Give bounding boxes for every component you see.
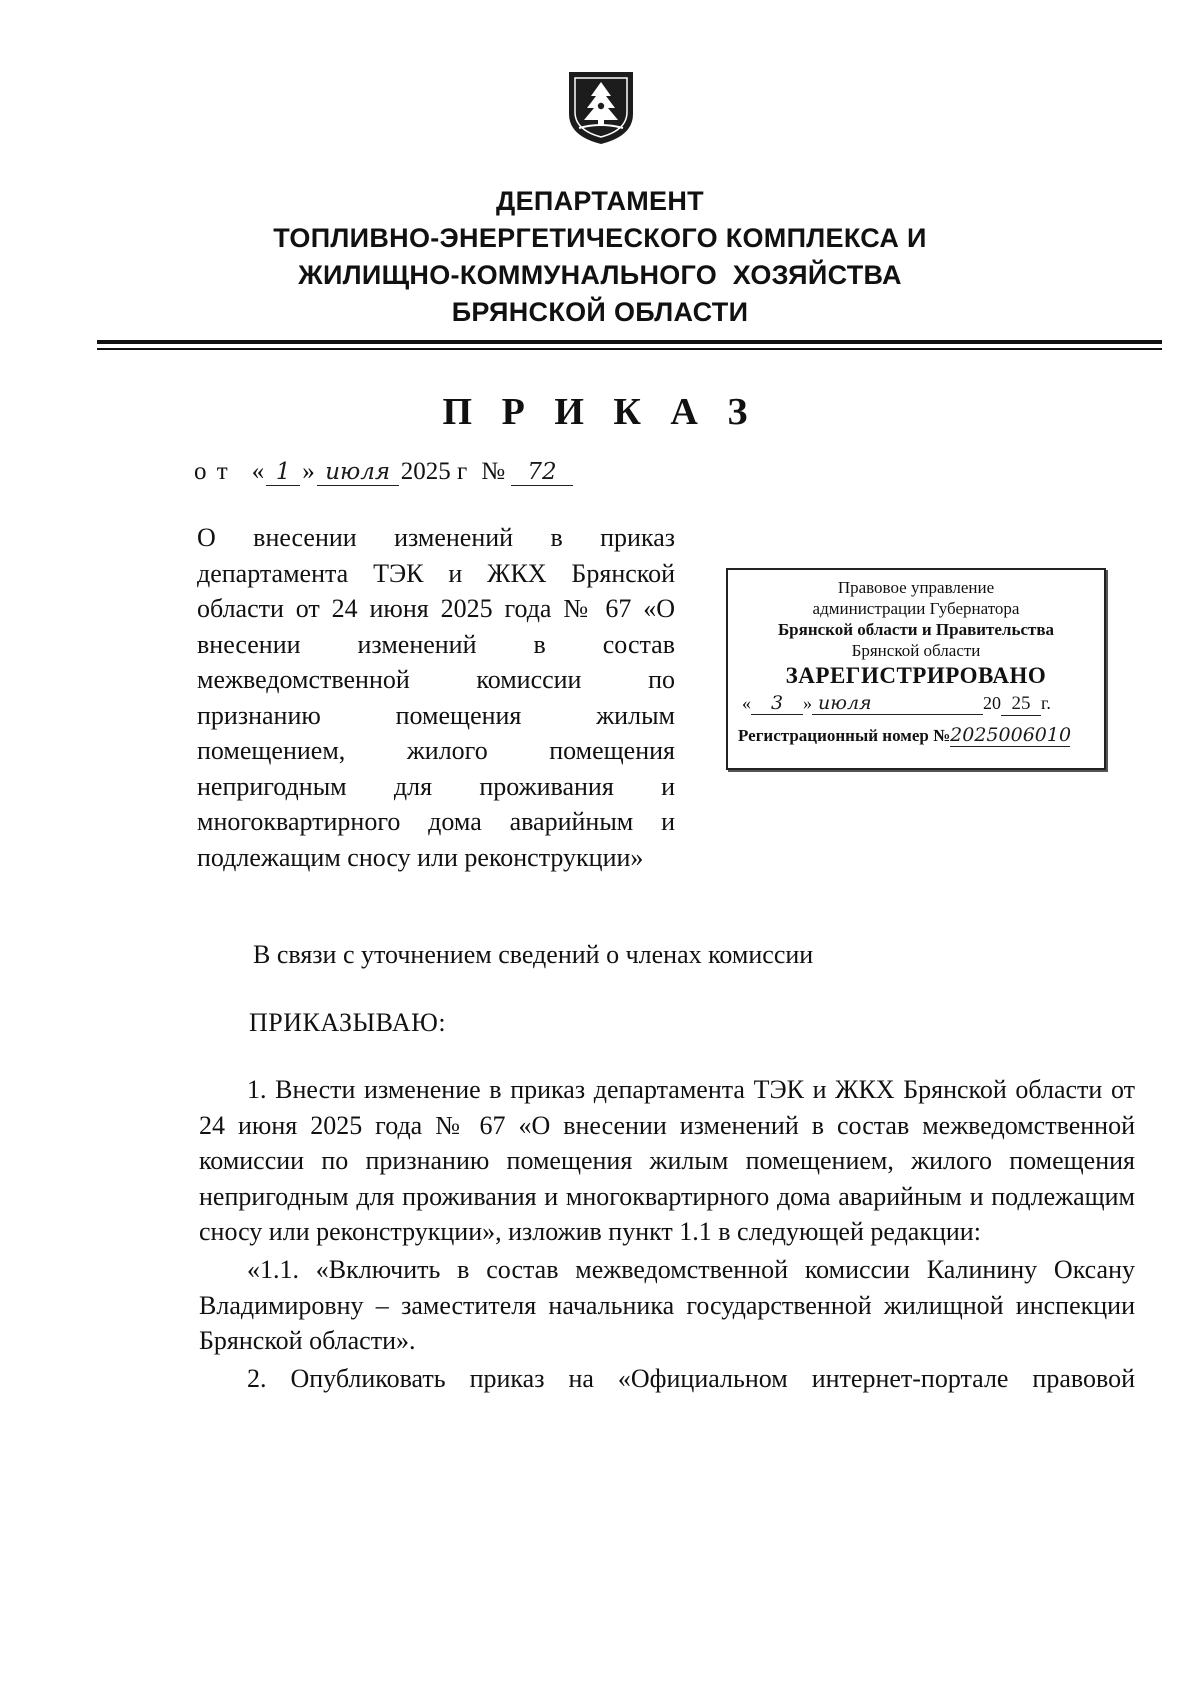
stamp-close-quote: » bbox=[803, 693, 812, 713]
date-number-line bbox=[194, 458, 573, 492]
stamp-reg-number-handwritten: 2025006010 bbox=[950, 724, 1072, 746]
body-paragraph-3: 2. Опубликовать приказ на «Официальном интернет-портале правовой bbox=[247, 1363, 1135, 1393]
stamp-day-handwritten: 3 bbox=[751, 692, 803, 715]
coat-of-arms-icon bbox=[565, 66, 637, 146]
stamp-date-row bbox=[728, 692, 1104, 716]
stamp-year-prefix: 20 bbox=[983, 693, 1001, 713]
date-day-handwritten: 1 bbox=[266, 459, 300, 486]
stamp-line-4: Брянской области bbox=[851, 641, 981, 660]
registration-stamp bbox=[726, 568, 1106, 770]
stamp-year-handwritten: 25 bbox=[1001, 693, 1041, 716]
stamp-line-3: Брянской области и Правительства bbox=[777, 620, 1055, 639]
header-divider-thin bbox=[97, 348, 1162, 350]
document-subject: О внесении изменений в приказ департамента ТЭК и ЖКХ Брянской области от 24 июня 2025 года № 67 «О внесении изменений в состав межведомственной комиссии по признанию помещения жилым помещением, жилого помещения непригодным для проживания и многоквартирного дома аварийным и подлежащим сносу или реконструкции» bbox=[197, 523, 675, 872]
document-number-handwritten: 72 bbox=[511, 459, 573, 486]
header-line-4: БРЯНСКОЙ ОБЛАСТИ bbox=[451, 297, 749, 327]
date-year: 2025 г bbox=[400, 458, 468, 485]
stamp-number-row bbox=[728, 724, 1104, 747]
body-paragraph-2: «1.1. «Включить в состав межведомственной комиссии Калинину Оксану Владимировну – заместителя начальника государственной жилищной инспекции Брянской области». bbox=[199, 1254, 1135, 1356]
header-line-1: ДЕПАРТАМЕНТ bbox=[496, 186, 704, 216]
body-paragraph-1: 1. Внести изменение в приказ департамента ТЭК и ЖКХ Брянской области от 24 июня 2025 года № 67 «О внесении изменений в состав межведомственной комиссии по признанию помещения жилым помещением, жилого помещения непригодным для проживания и многоквартирного дома аварийным и подлежащим сносу или реконструкции», изложив пункт 1.1 в следующей редакции: bbox=[199, 1075, 1135, 1247]
header-line-2: ТОПЛИВНО-ЭНЕРГЕТИЧЕСКОГО КОМПЛЕКСА И bbox=[273, 223, 927, 253]
order-body bbox=[199, 1072, 1135, 1396]
date-close-quote: » bbox=[302, 458, 315, 485]
date-month-handwritten: июля bbox=[317, 459, 399, 486]
date-prefix: о т bbox=[194, 458, 230, 485]
header-divider-thick bbox=[97, 340, 1162, 344]
stamp-line-1: Правовое управление bbox=[837, 578, 995, 597]
number-sign: № bbox=[481, 458, 506, 485]
stamp-registered-label: ЗАРЕГИСТРИРОВАНО bbox=[785, 663, 1047, 688]
stamp-open-quote: « bbox=[742, 693, 751, 713]
document-title: П Р И К А З bbox=[442, 391, 758, 433]
stamp-reg-label: Регистрационный номер № bbox=[738, 726, 951, 745]
reason-text: В связи с уточнением сведений о членах комиссии bbox=[253, 940, 814, 969]
stamp-line-2: администрации Губернатора bbox=[812, 599, 1020, 618]
stamp-year-end: г. bbox=[1041, 693, 1051, 713]
header-line-3: ЖИЛИЩНО-КОММУНАЛЬНОГО ХОЗЯЙСТВА bbox=[298, 260, 902, 290]
order-word: ПРИКАЗЫВАЮ: bbox=[249, 1008, 447, 1037]
department-header bbox=[200, 183, 1000, 331]
date-open-quote: « bbox=[251, 458, 265, 485]
stamp-month-handwritten: июля bbox=[812, 692, 983, 715]
